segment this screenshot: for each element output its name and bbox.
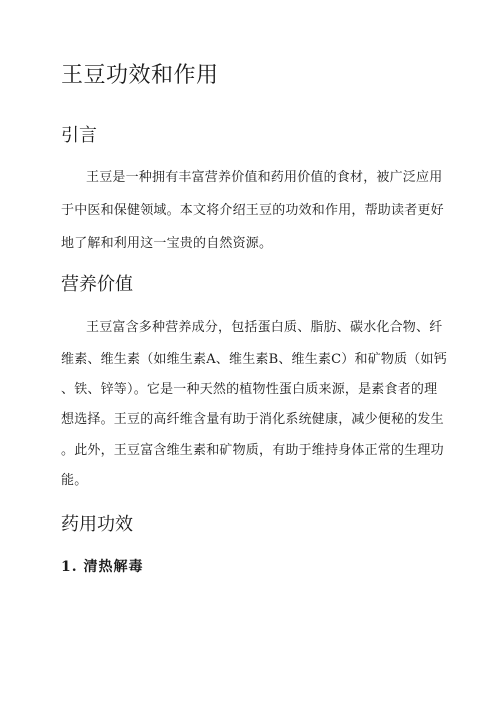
- nutrition-paragraph-line: 王豆富含多种营养成分，包括蛋白质、脂肪、碳水化合物、纤: [86, 320, 443, 335]
- nutrition-paragraph-line: 。此外，王豆富含维生素和矿物质，有助于维持身体正常的生理功: [61, 443, 444, 458]
- intro-paragraph-line: 王豆是一种拥有丰富营养价值和药用价值的食材，被广泛应用: [86, 170, 443, 185]
- nutrition-paragraph-line: 维素、维生素（如维生素A、维生素B、维生素C）和矿物质（如钙: [61, 352, 447, 367]
- intro-paragraph-line: 于中医和保健领域。本文将介绍王豆的功效和作用，帮助读者更好: [61, 203, 444, 218]
- section-heading-medicinal: 药用功效: [61, 514, 133, 535]
- medicinal-item-heading: 1. 清热解毒: [61, 559, 144, 575]
- nutrition-paragraph-line: 想选择。王豆的高纤维含量有助于消化系统健康，减少便秘的发生: [61, 412, 444, 427]
- nutrition-paragraph-line: 、铁、锌等）。它是一种天然的植物性蛋白质来源，是素食者的理: [61, 382, 438, 397]
- section-heading-intro: 引言: [61, 125, 97, 146]
- section-heading-nutrition: 营养价值: [61, 274, 133, 295]
- intro-paragraph-line: 地了解和利用这一宝贵的自然资源。: [61, 236, 273, 251]
- nutrition-paragraph-line: 能。: [61, 473, 88, 488]
- document-title: 王豆功效和作用: [61, 63, 219, 88]
